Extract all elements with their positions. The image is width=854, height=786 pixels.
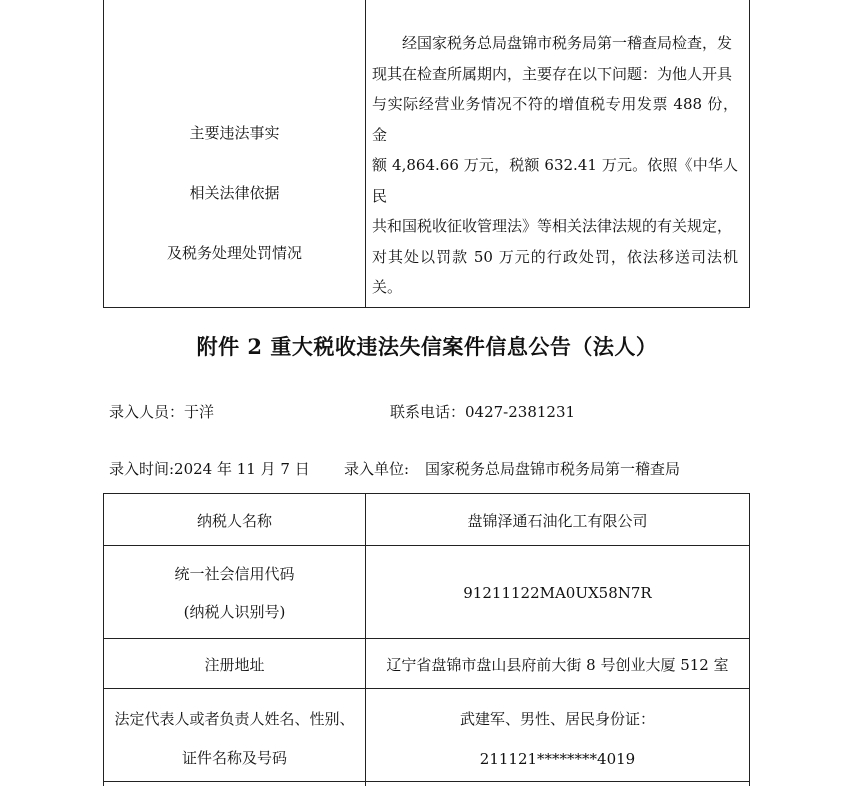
- representative-label: 法定代表人或者负责人姓名、性别、: [114, 710, 355, 728]
- paragraph-line: 额 4,864.66 万元，税额 632.41 万元。依照《中华人民: [372, 156, 738, 205]
- credit-code-value: 91211122MA0UX58N7R: [463, 584, 652, 602]
- paragraph-line: 对其处以罚款 50 万元的行政处罚，依法移送司法机关。: [372, 247, 738, 296]
- recorder: 录入人员：于洋: [109, 403, 215, 421]
- address-label: 注册地址: [204, 656, 265, 674]
- paragraph-line: 经国家税务总局盘锦市税务局第一稽查局检查，发: [372, 34, 733, 52]
- entry-time: 录入时间:2024 年 11 月 7 日: [109, 460, 310, 478]
- taxpayer-id-label: (纳税人识别号): [183, 603, 286, 621]
- id-document-label: 证件名称及号码: [181, 749, 287, 767]
- contact-phone: 联系电话：0427-2381231: [390, 403, 576, 421]
- entry-unit-value: 国家税务总局盘锦市税务局第一稽查局: [425, 460, 681, 478]
- id-number-value: 211121********4019: [479, 750, 636, 768]
- label-penalty: 及税务处理处罚情况: [166, 244, 302, 262]
- entry-unit-label: 录入单位:: [344, 460, 410, 478]
- paragraph-line: 与实际经营业务情况不符的增值税专用发票 488 份，金: [372, 95, 738, 144]
- credit-code-label: 统一社会信用代码: [174, 565, 295, 583]
- address-value: 辽宁省盘锦市盘山县府前大街 8 号创业大厦 512 室: [386, 656, 729, 674]
- violation-description: [372, 28, 738, 303]
- page-title: 附件 2 重大税收违法失信案件信息公告（法人）: [196, 334, 658, 359]
- paragraph-line: 共和国税收征收管理法》等相关法律法规的有关规定，: [372, 217, 733, 235]
- label-main-violation: 主要违法事实: [189, 124, 280, 142]
- taxpayer-name-label: 纳税人名称: [196, 512, 272, 530]
- representative-value: 武建军、男性、居民身份证：: [459, 710, 655, 728]
- label-legal-basis: 相关法律依据: [189, 184, 280, 202]
- paragraph-line: 现其在检查所属期内，主要存在以下问题：为他人开具: [372, 64, 733, 83]
- taxpayer-name-value: 盘锦泽通石油化工有限公司: [467, 512, 648, 530]
